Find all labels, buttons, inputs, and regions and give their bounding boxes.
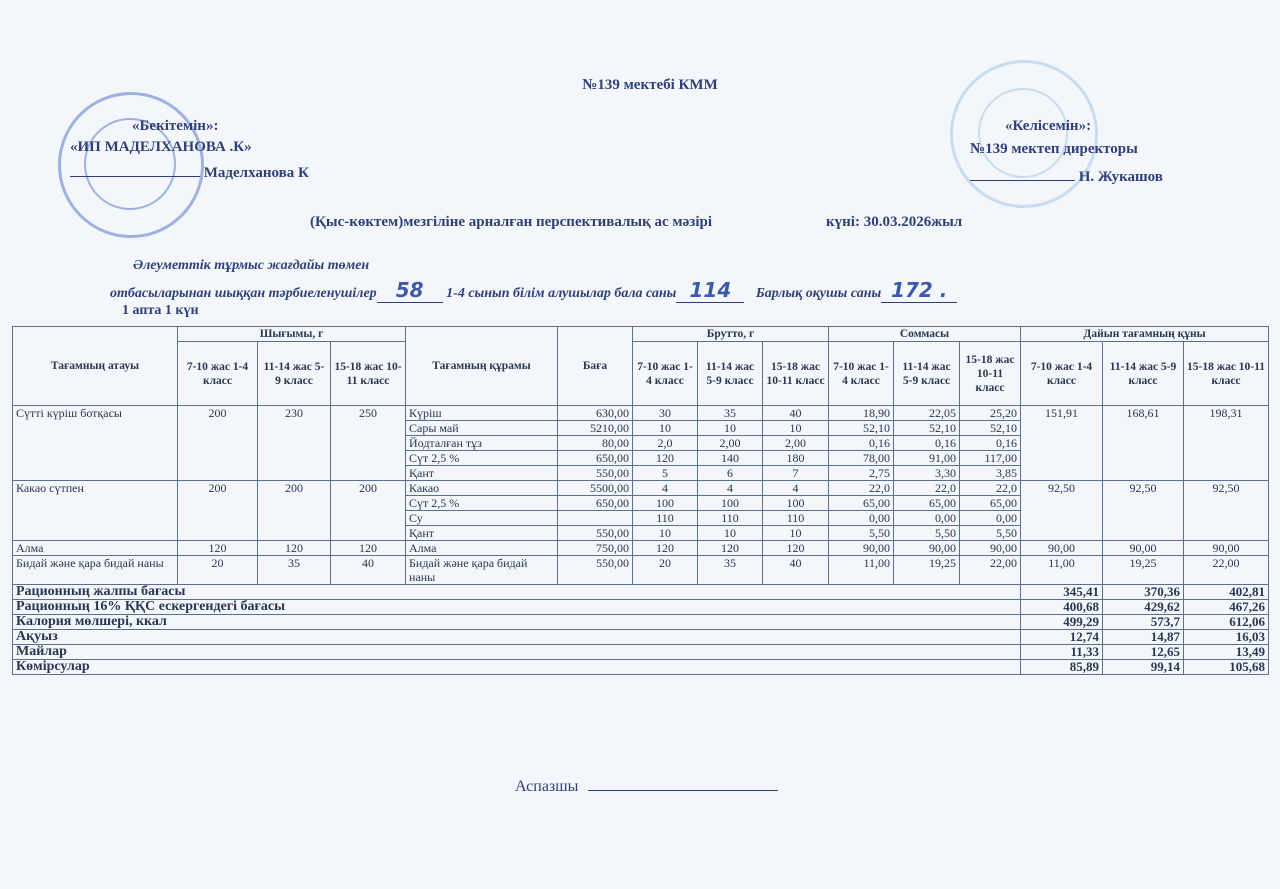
ingredient-sum: 52,10 bbox=[960, 421, 1021, 436]
ingredient-sum: 22,05 bbox=[894, 406, 960, 421]
summary-value: 11,33 bbox=[1021, 645, 1103, 660]
summary-row bbox=[13, 630, 1269, 645]
ingredient-gross: 10 bbox=[763, 526, 829, 541]
dish-output: 120 bbox=[258, 541, 331, 556]
dish-output: 200 bbox=[331, 481, 406, 541]
ingredient-sum: 3,30 bbox=[894, 466, 960, 481]
ingredient-gross: 6 bbox=[698, 466, 763, 481]
table-row bbox=[13, 541, 1269, 556]
ingredient-gross: 40 bbox=[763, 556, 829, 585]
ingredient-gross: 100 bbox=[763, 496, 829, 511]
ingredient-sum: 90,00 bbox=[894, 541, 960, 556]
ingredient-name: Йодталған тұз bbox=[406, 436, 558, 451]
ingredient-sum: 91,00 bbox=[894, 451, 960, 466]
header-output-age-3: 15-18 жас 10-11 класс bbox=[331, 342, 406, 406]
stat-vulnerable-value: 58 bbox=[395, 278, 424, 302]
dish-output: 120 bbox=[178, 541, 258, 556]
dish-output: 20 bbox=[178, 556, 258, 585]
summary-value: 12,74 bbox=[1021, 630, 1103, 645]
ingredient-sum: 11,00 bbox=[829, 556, 894, 585]
ingredient-price: 5500,00 bbox=[558, 481, 633, 496]
ingredient-sum: 78,00 bbox=[829, 451, 894, 466]
ingredient-price: 550,00 bbox=[558, 556, 633, 585]
ingredient-sum: 0,16 bbox=[894, 436, 960, 451]
stat-total-value: 172 . bbox=[891, 278, 948, 302]
ingredient-sum: 117,00 bbox=[960, 451, 1021, 466]
header-composition: Тағамның құрамы bbox=[406, 327, 558, 406]
ingredient-name: Бидай және қара бидай наны bbox=[406, 556, 558, 585]
header-dish: Тағамның атауы bbox=[13, 327, 178, 406]
dish-cost: 90,00 bbox=[1021, 541, 1103, 556]
stat-line1: Әлеуметтік тұрмыс жағдайы төмен bbox=[133, 258, 370, 273]
header-gross: Брутто, г bbox=[633, 327, 829, 342]
dish-cost: 90,00 bbox=[1103, 541, 1184, 556]
dish-cost: 92,50 bbox=[1021, 481, 1103, 541]
dish-output: 200 bbox=[178, 481, 258, 541]
header-cost-age-1: 7-10 жас 1-4 класс bbox=[1021, 342, 1103, 406]
dish-cost: 22,00 bbox=[1184, 556, 1269, 585]
cook-signature bbox=[515, 774, 778, 796]
header-gross-age-1: 7-10 жас 1-4 класс bbox=[633, 342, 698, 406]
ingredient-name: Су bbox=[406, 511, 558, 526]
cook-signature-line bbox=[588, 774, 778, 791]
table-row bbox=[13, 556, 1269, 585]
header-sum-age-1: 7-10 жас 1-4 класс bbox=[829, 342, 894, 406]
ingredient-gross: 110 bbox=[763, 511, 829, 526]
ingredient-price bbox=[558, 511, 633, 526]
ingredient-gross: 2,00 bbox=[698, 436, 763, 451]
ingredient-price: 550,00 bbox=[558, 526, 633, 541]
dish-name: Сүтті күріш ботқасы bbox=[13, 406, 178, 481]
summary-row bbox=[13, 615, 1269, 630]
dish-cost: 11,00 bbox=[1021, 556, 1103, 585]
ingredient-sum: 22,0 bbox=[894, 481, 960, 496]
ingredient-gross: 35 bbox=[698, 406, 763, 421]
ingredient-sum: 90,00 bbox=[960, 541, 1021, 556]
ingredient-gross: 10 bbox=[633, 526, 698, 541]
dish-output: 250 bbox=[331, 406, 406, 481]
summary-value: 429,62 bbox=[1103, 600, 1184, 615]
dish-cost: 19,25 bbox=[1103, 556, 1184, 585]
agree-name: Н. Жукашов bbox=[1078, 169, 1163, 185]
header-cost-age-3: 15-18 жас 10-11 класс bbox=[1184, 342, 1269, 406]
table-row bbox=[13, 481, 1269, 496]
dish-cost: 198,31 bbox=[1184, 406, 1269, 481]
ingredient-gross: 110 bbox=[633, 511, 698, 526]
ingredient-gross: 100 bbox=[698, 496, 763, 511]
dish-name: Какао сүтпен bbox=[13, 481, 178, 541]
menu-body bbox=[13, 406, 1269, 675]
ingredient-price: 650,00 bbox=[558, 496, 633, 511]
stat-vulnerable-label: отбасыларынан шыққан тәрбиеленушілер bbox=[110, 286, 377, 301]
ingredient-gross: 10 bbox=[763, 421, 829, 436]
ingredient-price: 650,00 bbox=[558, 451, 633, 466]
ingredient-sum: 65,00 bbox=[894, 496, 960, 511]
ingredient-sum: 0,00 bbox=[894, 511, 960, 526]
ingredient-sum: 18,90 bbox=[829, 406, 894, 421]
ingredient-name: Қант bbox=[406, 466, 558, 481]
ingredient-name: Сүт 2,5 % bbox=[406, 451, 558, 466]
ingredient-sum: 52,10 bbox=[829, 421, 894, 436]
ingredient-sum: 65,00 bbox=[829, 496, 894, 511]
ingredient-sum: 0,16 bbox=[829, 436, 894, 451]
ingredient-sum: 5,50 bbox=[829, 526, 894, 541]
dish-output: 200 bbox=[258, 481, 331, 541]
agree-signature-line bbox=[970, 164, 1163, 186]
ingredient-sum: 0,00 bbox=[960, 511, 1021, 526]
dish-cost: 92,50 bbox=[1103, 481, 1184, 541]
ingredient-price: 750,00 bbox=[558, 541, 633, 556]
ingredient-name: Қант bbox=[406, 526, 558, 541]
signature-underline bbox=[70, 160, 200, 177]
summary-row bbox=[13, 645, 1269, 660]
approve-signature-line bbox=[70, 160, 309, 182]
ingredient-sum: 0,16 bbox=[960, 436, 1021, 451]
ingredient-gross: 7 bbox=[763, 466, 829, 481]
header-sum: Соммасы bbox=[829, 327, 1021, 342]
dish-cost: 92,50 bbox=[1184, 481, 1269, 541]
stat-primary-label: 1-4 сынып білім алушылар бала саны bbox=[446, 286, 677, 301]
summary-value: 499,29 bbox=[1021, 615, 1103, 630]
ingredient-gross: 140 bbox=[698, 451, 763, 466]
dish-output: 200 bbox=[178, 406, 258, 481]
menu-date: күні: 30.03.2026жыл bbox=[826, 214, 963, 230]
ingredient-sum: 5,50 bbox=[960, 526, 1021, 541]
header-sum-age-3: 15-18 жас 10-11 класс bbox=[960, 342, 1021, 406]
header-gross-age-3: 15-18 жас 10-11 класс bbox=[763, 342, 829, 406]
summary-row bbox=[13, 660, 1269, 675]
header-gross-age-2: 11-14 жас 5-9 класс bbox=[698, 342, 763, 406]
summary-value: 99,14 bbox=[1103, 660, 1184, 675]
ingredient-sum: 65,00 bbox=[960, 496, 1021, 511]
summary-value: 467,26 bbox=[1184, 600, 1269, 615]
ingredient-gross: 120 bbox=[763, 541, 829, 556]
approve-name: Маделханова К bbox=[203, 165, 309, 181]
ingredient-name: Күріш bbox=[406, 406, 558, 421]
dish-output: 35 bbox=[258, 556, 331, 585]
approve-org: «ИП МАДЕЛХАНОВА .К» bbox=[70, 139, 252, 155]
header-output-age-1: 7-10 жас 1-4 класс bbox=[178, 342, 258, 406]
summary-label: Рационның 16% ҚҚС ескергендегі бағасы bbox=[13, 600, 1021, 615]
summary-label: Көмірсулар bbox=[13, 660, 1021, 675]
ingredient-sum: 5,50 bbox=[894, 526, 960, 541]
summary-value: 612,06 bbox=[1184, 615, 1269, 630]
ingredient-gross: 180 bbox=[763, 451, 829, 466]
cook-label: Аспазшы bbox=[515, 778, 579, 795]
dish-cost: 151,91 bbox=[1021, 406, 1103, 481]
signature-underline bbox=[970, 164, 1075, 181]
dish-output: 40 bbox=[331, 556, 406, 585]
ingredient-gross: 120 bbox=[698, 541, 763, 556]
summary-value: 13,49 bbox=[1184, 645, 1269, 660]
ingredient-price: 5210,00 bbox=[558, 421, 633, 436]
ingredient-name: Какао bbox=[406, 481, 558, 496]
summary-value: 105,68 bbox=[1184, 660, 1269, 675]
ingredient-sum: 22,00 bbox=[960, 556, 1021, 585]
menu-title: (Қыс-көктем)мезгіліне арналған перспективалық ас мәзірі bbox=[310, 214, 713, 230]
summary-label: Калория мөлшері, ккал bbox=[13, 615, 1021, 630]
summary-label: Майлар bbox=[13, 645, 1021, 660]
ingredient-gross: 35 bbox=[698, 556, 763, 585]
summary-label: Ақуыз bbox=[13, 630, 1021, 645]
ingredient-gross: 4 bbox=[763, 481, 829, 496]
summary-value: 573,7 bbox=[1103, 615, 1184, 630]
ingredient-gross: 120 bbox=[633, 541, 698, 556]
header-cost: Дайын тағамның құны bbox=[1021, 327, 1269, 342]
header-output-age-2: 11-14 жас 5-9 класс bbox=[258, 342, 331, 406]
header-sum-age-2: 11-14 жас 5-9 класс bbox=[894, 342, 960, 406]
agree-label: «Келісемін»: bbox=[1005, 118, 1092, 134]
dish-name: Алма bbox=[13, 541, 178, 556]
ingredient-name: Алма bbox=[406, 541, 558, 556]
ingredient-sum: 22,0 bbox=[960, 481, 1021, 496]
header-price: Баға bbox=[558, 327, 633, 406]
agree-org: №139 мектеп директоры bbox=[970, 141, 1138, 157]
ingredient-price: 630,00 bbox=[558, 406, 633, 421]
ingredient-gross: 30 bbox=[633, 406, 698, 421]
ingredient-gross: 40 bbox=[763, 406, 829, 421]
summary-value: 14,87 bbox=[1103, 630, 1184, 645]
ingredient-sum: 90,00 bbox=[829, 541, 894, 556]
ingredient-sum: 0,00 bbox=[829, 511, 894, 526]
stat-primary-value: 114 bbox=[689, 278, 732, 302]
summary-value: 12,65 bbox=[1103, 645, 1184, 660]
ingredient-gross: 2,00 bbox=[763, 436, 829, 451]
week-day: 1 апта 1 күн bbox=[122, 303, 199, 318]
ingredient-gross: 20 bbox=[633, 556, 698, 585]
ingredient-sum: 52,10 bbox=[894, 421, 960, 436]
ingredient-sum: 3,85 bbox=[960, 466, 1021, 481]
ingredient-price: 550,00 bbox=[558, 466, 633, 481]
dish-cost: 90,00 bbox=[1184, 541, 1269, 556]
summary-value: 402,81 bbox=[1184, 585, 1269, 600]
stat-line2 bbox=[110, 278, 957, 303]
ingredient-name: Сары май bbox=[406, 421, 558, 436]
ingredient-sum: 22,0 bbox=[829, 481, 894, 496]
summary-row bbox=[13, 600, 1269, 615]
ingredient-gross: 120 bbox=[633, 451, 698, 466]
dish-output: 230 bbox=[258, 406, 331, 481]
ingredient-gross: 10 bbox=[633, 421, 698, 436]
ingredient-gross: 10 bbox=[698, 421, 763, 436]
school-title: №139 мектебі КММ bbox=[582, 77, 718, 93]
summary-value: 85,89 bbox=[1021, 660, 1103, 675]
approve-label: «Бекітемін»: bbox=[132, 118, 219, 134]
ingredient-gross: 4 bbox=[633, 481, 698, 496]
dish-name: Бидай және қара бидай наны bbox=[13, 556, 178, 585]
ingredient-name: Сүт 2,5 % bbox=[406, 496, 558, 511]
ingredient-gross: 2,0 bbox=[633, 436, 698, 451]
table-row bbox=[13, 406, 1269, 421]
summary-row bbox=[13, 585, 1269, 600]
dish-cost: 168,61 bbox=[1103, 406, 1184, 481]
menu-table bbox=[12, 326, 1269, 675]
summary-value: 345,41 bbox=[1021, 585, 1103, 600]
ingredient-price: 80,00 bbox=[558, 436, 633, 451]
summary-value: 16,03 bbox=[1184, 630, 1269, 645]
summary-value: 400,68 bbox=[1021, 600, 1103, 615]
ingredient-gross: 4 bbox=[698, 481, 763, 496]
ingredient-gross: 5 bbox=[633, 466, 698, 481]
summary-value: 370,36 bbox=[1103, 585, 1184, 600]
header-cost-age-2: 11-14 жас 5-9 класс bbox=[1103, 342, 1184, 406]
ingredient-gross: 110 bbox=[698, 511, 763, 526]
stat-total-label: Барлық оқушы саны bbox=[755, 286, 882, 301]
ingredient-gross: 10 bbox=[698, 526, 763, 541]
ingredient-sum: 19,25 bbox=[894, 556, 960, 585]
dish-output: 120 bbox=[331, 541, 406, 556]
summary-label: Рационның жалпы бағасы bbox=[13, 585, 1021, 600]
ingredient-sum: 25,20 bbox=[960, 406, 1021, 421]
header-output: Шығымы, г bbox=[178, 327, 406, 342]
ingredient-sum: 2,75 bbox=[829, 466, 894, 481]
ingredient-gross: 100 bbox=[633, 496, 698, 511]
